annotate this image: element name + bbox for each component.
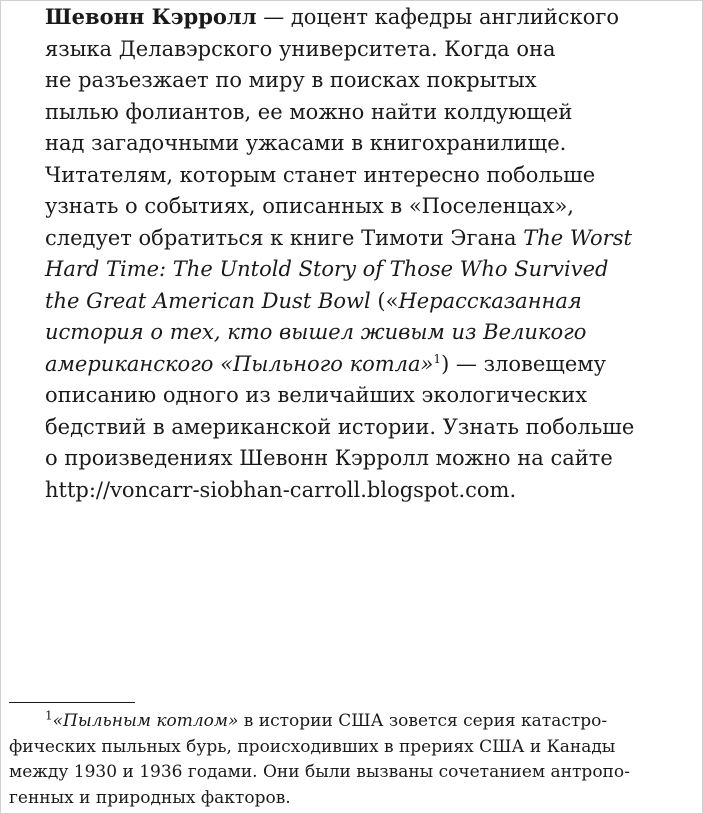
bio-line-15: о произведениях Шевонн Кэрролл можно на сайте — [45, 446, 613, 470]
book-title-translation: Нерассказанная — [398, 288, 582, 313]
footnote — [9, 709, 689, 811]
author-name: Шевонн Кэрролл — [45, 4, 257, 29]
bio-line-1 — [45, 1, 685, 34]
book-title-line-2: Hard Time: The Untold Story of Those Who Survived — [45, 257, 609, 281]
bio-line-5: над загадочными ужасами в книгохранилище. — [45, 131, 567, 155]
footnote-line-2: фических пыльных бурь, происходивших в прериях США и Канады — [9, 736, 616, 757]
author-bio — [45, 1, 685, 506]
bio-line-4: пылью фолиантов, ее можно найти колдующей — [45, 99, 573, 124]
footnote-line-1 — [9, 709, 689, 735]
author-website: http://voncarr-siobhan-carroll.blogspot.com. — [45, 477, 517, 502]
bio-text: следует обратиться к книге Тимоти Эгана — [45, 225, 524, 250]
book-title-translation-line-2: история о тех, кто вышел живым из Великого — [45, 320, 587, 344]
bio-line-3: не разъезжает по миру в поисках покрытых — [45, 68, 537, 92]
bio-line-2: языка Делавэрского университета. Когда она — [45, 36, 556, 61]
footnote-divider — [9, 702, 135, 703]
book-title: the Great American Dust Bowl — [45, 288, 371, 313]
footnote-text: в истории США зовется серия катастро- — [238, 711, 608, 731]
bio-line-6: Читателям, которым станет интересно побольше — [45, 162, 596, 187]
bio-line-14: бедствий в американской истории. Узнать побольше — [45, 414, 635, 439]
book-title-translation: американского «Пыльного котла» — [45, 351, 434, 376]
bio-line-10 — [45, 286, 685, 318]
bio-text: ) — зловещему — [441, 351, 606, 376]
bio-line-12 — [45, 349, 685, 381]
bio-text: (« — [370, 288, 399, 313]
footnote-marker: 1 — [45, 708, 53, 723]
bio-line-7: узнать о событиях, описанных в «Поселенцах», — [45, 194, 574, 218]
bio-text: — доцент кафедры английского — [256, 5, 619, 29]
book-title: The Worst — [523, 225, 632, 250]
footnote-line-4: генных и природных факторов. — [9, 787, 291, 808]
bio-line-13: описанию одного из величайших экологических — [45, 383, 588, 407]
footnote-term: «Пыльным котлом» — [52, 711, 239, 731]
bio-line-8 — [45, 223, 685, 255]
footnote-line-3: между 1930 и 1936 годами. Они были вызваны сочетанием антропо- — [9, 762, 630, 782]
footnote-ref: 1 — [433, 351, 442, 366]
